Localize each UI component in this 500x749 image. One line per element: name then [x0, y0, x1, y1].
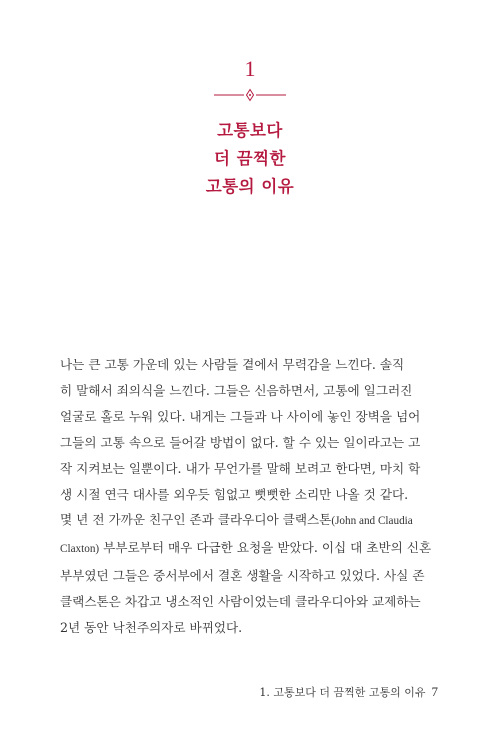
- chapter-title: [0, 117, 500, 201]
- text-line: 2년 동안 낙천주의자로 바뀌었다.: [60, 620, 243, 636]
- text-line: 부부였던 그들은 중서부에서 결혼 생활을 시작하고 있었다. 사실 존: [60, 568, 425, 584]
- text-segment: 몇 년 전 가까운 친구인 존과 클라우디아 클랙스톤: [60, 512, 332, 528]
- running-title: 1. 고통보다 더 끔찍한 고통의 이유: [259, 686, 426, 699]
- paragraph-2: [60, 507, 444, 641]
- text-line: 나는 큰 고통 가운데 있는 사람들 곁에서 무력감을 느낀다. 솔직: [60, 357, 405, 372]
- body-text: [60, 352, 444, 641]
- page-number: 7: [431, 684, 438, 699]
- chapter-title-line-3: 고통의 이유: [205, 177, 295, 196]
- page-footer: [259, 684, 438, 700]
- text-line: [60, 507, 444, 535]
- paragraph-1: [60, 352, 444, 507]
- chapter-number: 1: [244, 56, 256, 81]
- chapter-title-line-2: 더 끔찍한: [213, 149, 286, 168]
- text-line: 작 지켜보는 일뿐이다. 내가 무언가를 말해 보려고 한다면, 마치 학: [60, 460, 421, 476]
- latin-name: Claxton): [60, 543, 100, 556]
- text-line: [60, 535, 444, 563]
- text-line: 클랙스톤은 차갑고 냉소적인 사람이었는데 클라우디아와 교제하는: [60, 594, 421, 610]
- ornament-divider-icon: [214, 88, 286, 102]
- text-line: 그들의 고통 속으로 들어갈 방법이 없다. 할 수 있는 일이라고는 고: [60, 434, 421, 450]
- text-line: 생 시절 연극 대사를 외우듯 힘없고 뻣뻣한 소리만 나올 것 같다.: [60, 486, 409, 502]
- latin-name: (John and Claudia: [331, 515, 413, 528]
- text-segment: 부부로부터 매우 다급한 요청을 받았다. 이십 대 초반의 신혼: [99, 540, 432, 556]
- text-line: 히 말해서 죄의식을 느낀다. 그들은 신음하면서, 고통에 일그러진: [60, 382, 413, 398]
- chapter-title-line-1: 고통보다: [217, 121, 283, 140]
- text-line: 얼굴로 홀로 누워 있다. 내게는 그들과 나 사이에 놓인 장벽을 넘어: [60, 408, 421, 424]
